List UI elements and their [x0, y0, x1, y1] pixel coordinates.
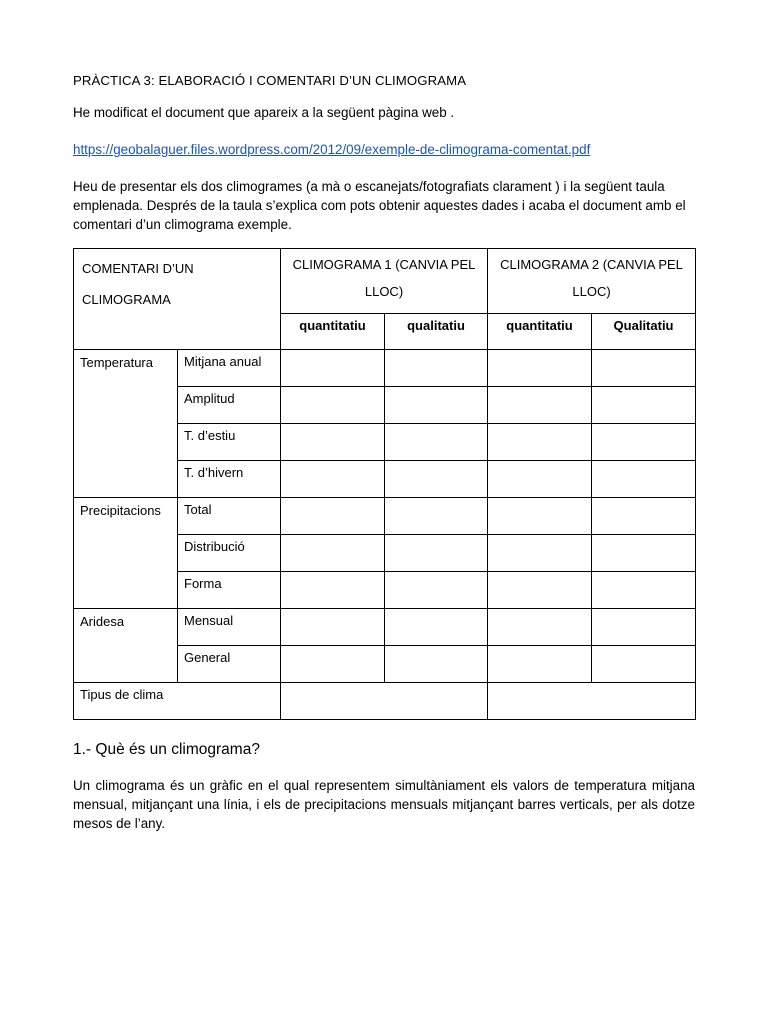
- input-cell[interactable]: [385, 498, 488, 535]
- input-cell[interactable]: [385, 535, 488, 572]
- row-label-total: Total: [178, 498, 281, 535]
- input-cell[interactable]: [488, 498, 592, 535]
- input-cell[interactable]: [488, 350, 592, 387]
- input-cell[interactable]: [281, 350, 385, 387]
- document-title: PRÀCTICA 3: ELABORACIÓ I COMENTARI D’UN CLIMOGRAMA: [73, 73, 467, 88]
- input-cell[interactable]: [488, 387, 592, 424]
- input-cell[interactable]: [385, 609, 488, 646]
- input-cell[interactable]: [592, 461, 696, 498]
- input-cell[interactable]: [488, 535, 592, 572]
- input-cell[interactable]: [592, 387, 696, 424]
- row-label-mensual: Mensual: [178, 609, 281, 646]
- instructions-text: Heu de presentar els dos climogrames (a mà o escanejats/fotografiats clarament ) i la següent taula emplenada. Després de la taula s’explica com pots obtenir aquestes dades i acaba el document amb el comentari d’un climograma exemple.: [73, 179, 686, 232]
- row-label-mitjana: Mitjana anual: [178, 350, 281, 387]
- input-cell[interactable]: [488, 424, 592, 461]
- source-link[interactable]: https://geobalaguer.files.wordpress.com/2012/09/exemple-de-climograma-comentat.pdf: [73, 142, 591, 157]
- input-cell[interactable]: [385, 387, 488, 424]
- input-cell[interactable]: [385, 646, 488, 683]
- group-precipitacions: Precipitacions: [74, 498, 178, 609]
- subheader-qualitative-2: Qualitatiu: [592, 314, 696, 350]
- row-label-distribucio: Distribució: [178, 535, 281, 572]
- row-label-hivern: T. d’hivern: [178, 461, 281, 498]
- table-row: [74, 498, 696, 535]
- section-heading: 1.- Què és un climograma?: [73, 741, 260, 758]
- input-cell[interactable]: [592, 424, 696, 461]
- input-cell[interactable]: [385, 572, 488, 609]
- input-cell[interactable]: [281, 498, 385, 535]
- climogram-2-header: CLIMOGRAMA 2 (CANVIA PEL LLOC): [488, 249, 696, 314]
- input-cell[interactable]: [592, 609, 696, 646]
- input-cell[interactable]: [385, 461, 488, 498]
- input-cell[interactable]: [488, 683, 696, 720]
- input-cell[interactable]: [281, 387, 385, 424]
- climogram-1-header: CLIMOGRAMA 1 (CANVIA PEL LLOC): [281, 249, 488, 314]
- input-cell[interactable]: [281, 572, 385, 609]
- input-cell[interactable]: [385, 424, 488, 461]
- group-temperatura: Temperatura: [74, 350, 178, 498]
- input-cell[interactable]: [488, 572, 592, 609]
- input-cell[interactable]: [385, 350, 488, 387]
- subheader-quantitative-1: quantitatiu: [281, 314, 385, 350]
- table-corner-title: COMENTARI D’UN CLIMOGRAMA: [74, 249, 281, 350]
- input-cell[interactable]: [281, 683, 488, 720]
- input-cell[interactable]: [592, 646, 696, 683]
- row-label-amplitud: Amplitud: [178, 387, 281, 424]
- input-cell[interactable]: [592, 572, 696, 609]
- row-label-general: General: [178, 646, 281, 683]
- table-row: [74, 609, 696, 646]
- input-cell[interactable]: [281, 461, 385, 498]
- table-row: [74, 350, 696, 387]
- subheader-quantitative-2: quantitatiu: [488, 314, 592, 350]
- group-tipus-clima: Tipus de clima: [74, 683, 281, 720]
- subheader-qualitative-1: qualitatiu: [385, 314, 488, 350]
- section-body-text: Un climograma és un gràfic en el qual representem simultàniament els valors de temperatura mitjana mensual, mitjançant una línia, i els de precipitacions mensuals mitjançant barres verticals, per als dotze mesos de l’any.: [73, 778, 695, 831]
- input-cell[interactable]: [592, 498, 696, 535]
- input-cell[interactable]: [281, 424, 385, 461]
- input-cell[interactable]: [281, 646, 385, 683]
- intro-text: He modificat el document que apareix a la següent pàgina web .: [73, 105, 455, 120]
- input-cell[interactable]: [592, 350, 696, 387]
- input-cell[interactable]: [281, 609, 385, 646]
- input-cell[interactable]: [488, 646, 592, 683]
- input-cell[interactable]: [592, 535, 696, 572]
- group-aridesa: Aridesa: [74, 609, 178, 683]
- input-cell[interactable]: [488, 609, 592, 646]
- row-label-estiu: T. d’estiu: [178, 424, 281, 461]
- climogram-table: [73, 248, 696, 720]
- row-label-forma: Forma: [178, 572, 281, 609]
- input-cell[interactable]: [488, 461, 592, 498]
- input-cell[interactable]: [281, 535, 385, 572]
- table-row: [74, 683, 696, 720]
